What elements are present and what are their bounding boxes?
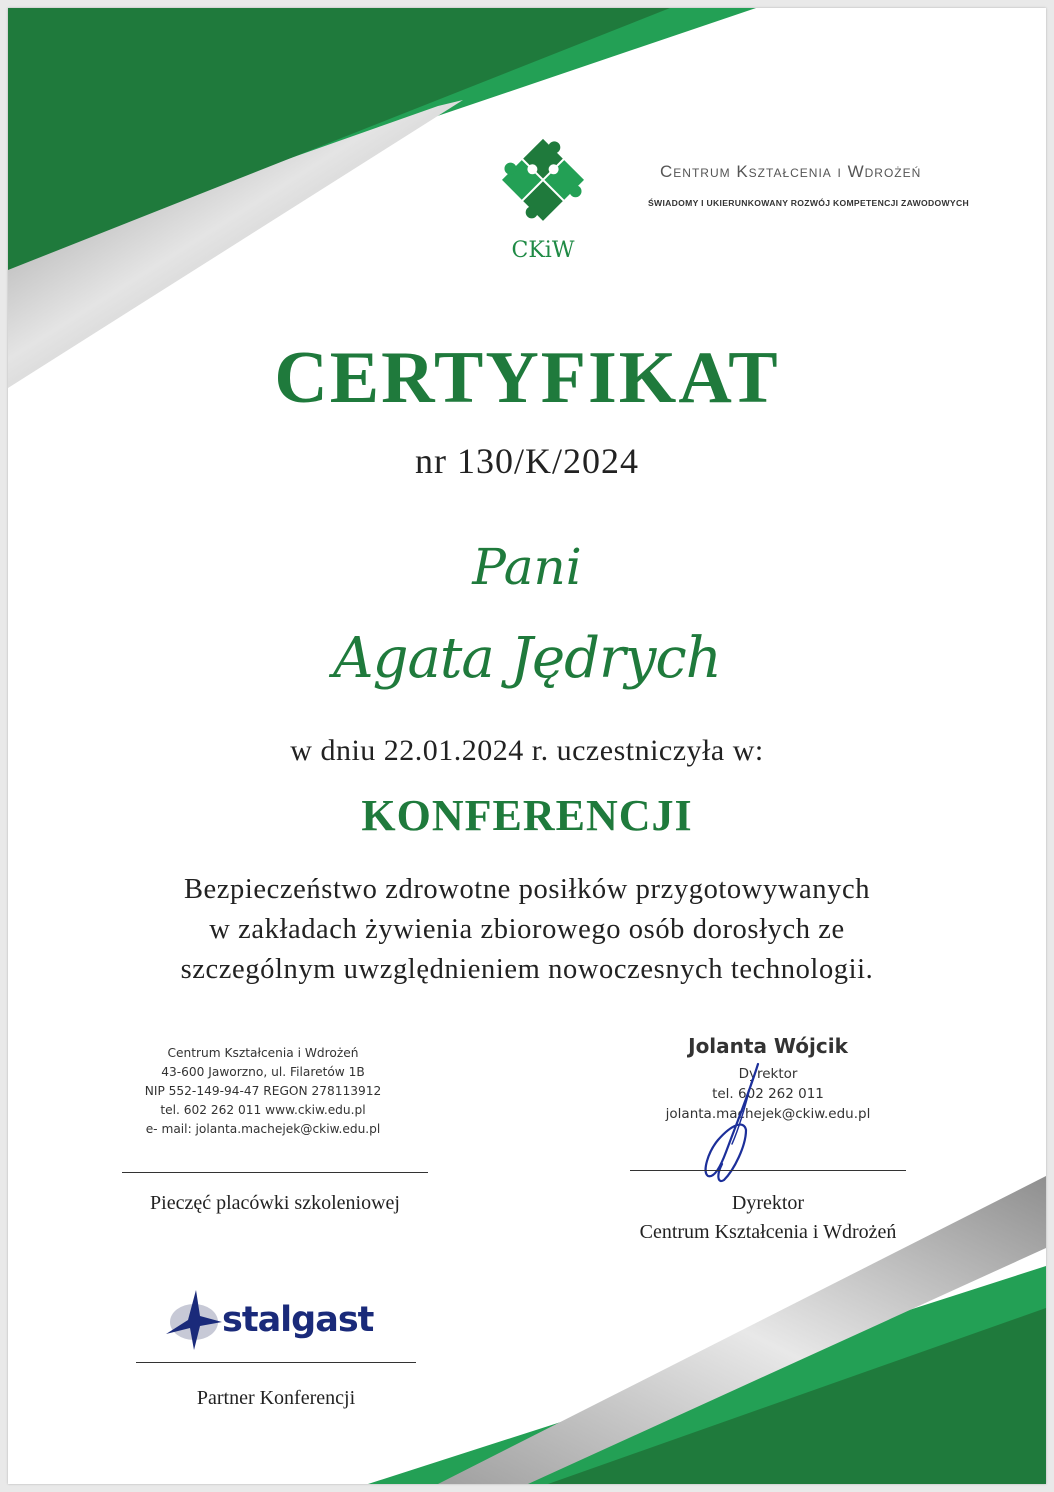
event-type: KONFERENCJI bbox=[361, 791, 693, 840]
star-logo-icon bbox=[160, 1288, 224, 1352]
signatory-phone: tel. 602 262 011 bbox=[712, 1086, 824, 1102]
director-caption-role: Dyrektor bbox=[731, 1192, 805, 1214]
stamp-line: NIP 552-149-94-47 REGON 278113912 bbox=[144, 1084, 382, 1098]
stamp-caption: Pieczęć placówki szkoleniowej bbox=[150, 1192, 400, 1214]
director-caption bbox=[588, 1189, 948, 1247]
partner-name: stalgast bbox=[222, 1300, 374, 1340]
logo-text: CKiW bbox=[511, 238, 575, 263]
certificate-page bbox=[8, 8, 1046, 1484]
date-line: w dniu 22.01.2024 r. uczestniczyła w: bbox=[290, 734, 764, 767]
topic-line: w zakładach żywienia zbiorowego osób dorosłych ze bbox=[209, 914, 845, 945]
topic-line: Bezpieczeństwo zdrowotne posiłków przygotowywanych bbox=[183, 874, 871, 905]
salutation: Pani bbox=[472, 538, 582, 596]
organization-name: Centrum Kształcenia i Wdrożeń bbox=[660, 162, 922, 181]
signatory-email: jolanta.machejek@ckiw.edu.pl bbox=[665, 1106, 871, 1122]
organization-tagline: ŚWIADOMY I UKIERUNKOWANY ROZWÓJ KOMPETENCJI ZAWODOWYCH bbox=[648, 198, 969, 208]
director-signature-line bbox=[630, 1170, 906, 1171]
stamp-line: Centrum Kształcenia i Wdrożeń bbox=[167, 1046, 359, 1060]
partner-line bbox=[136, 1362, 416, 1363]
director-caption-org: Centrum Kształcenia i Wdrożeń bbox=[639, 1221, 897, 1243]
certificate-title: CERTYFIKAT bbox=[274, 337, 780, 419]
stamp-signature-line bbox=[122, 1172, 428, 1173]
stamp-line: tel. 602 262 011 www.ckiw.edu.pl bbox=[160, 1103, 366, 1117]
stamp-line: 43-600 Jaworzno, ul. Filaretów 1B bbox=[161, 1065, 365, 1079]
signatory-name: Jolanta Wójcik bbox=[688, 1034, 848, 1058]
recipient-name: Agata Jędrych bbox=[333, 626, 721, 691]
stamp-line: e- mail: jolanta.machejek@ckiw.edu.pl bbox=[145, 1122, 381, 1136]
signatory-role: Dyrektor bbox=[738, 1066, 798, 1082]
partner-caption: Partner Konferencji bbox=[196, 1387, 356, 1409]
topic-line: szczególnym uwzględnieniem nowoczesnych technologii. bbox=[180, 954, 874, 985]
conference-topic bbox=[8, 870, 1046, 990]
institution-stamp bbox=[118, 1044, 408, 1139]
certificate-number: nr 130/K/2024 bbox=[415, 441, 639, 481]
